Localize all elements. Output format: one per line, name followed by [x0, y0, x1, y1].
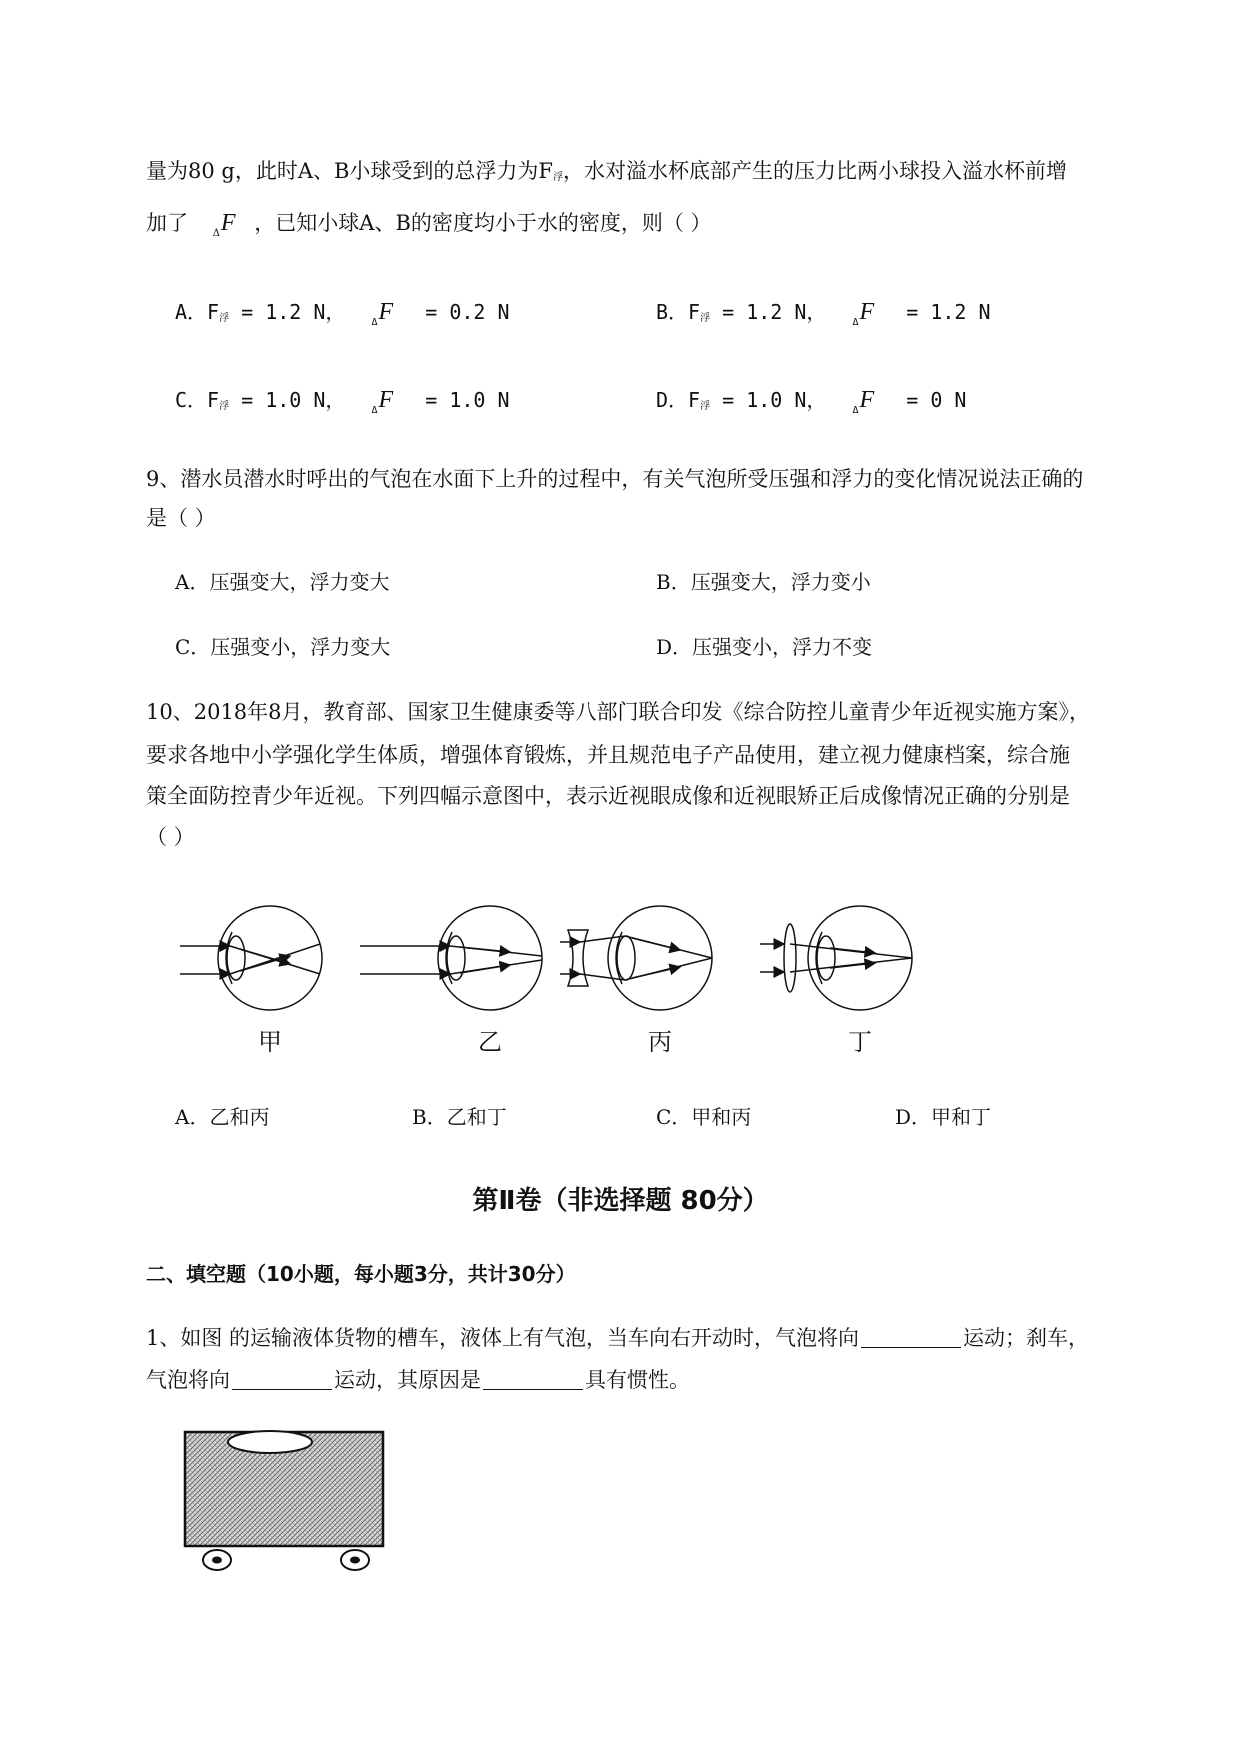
fill1-line-1: [146, 1323, 1089, 1353]
option-mid: = 1.2 N，: [241, 300, 346, 324]
fill1-blank-3[interactable]: [483, 1367, 583, 1390]
q8-option-b[interactable]: [656, 298, 991, 337]
option-prefix: A．F: [175, 300, 220, 324]
q10-option-d[interactable]: D．甲和丁: [895, 1105, 992, 1129]
option-value: = 0 N: [906, 388, 967, 412]
delta-symbol: Δ: [852, 405, 859, 416]
fill1-line1-text: 1、如图 的运输液体货物的槽车，液体上有气泡，当车向右开动时，气泡将向: [146, 1326, 860, 1350]
delta-symbol: Δ: [212, 228, 220, 239]
section-2-title: 二、填空题（10小题，每小题3分，共计30分）: [146, 1262, 576, 1286]
delta-symbol: Δ: [371, 317, 378, 328]
q10-option-c[interactable]: C．甲和丙: [656, 1105, 752, 1129]
eye-diagram-yi: [360, 906, 542, 1010]
diagram-label-yi: 乙: [478, 1028, 502, 1056]
q9-option-d[interactable]: D．压强变小，浮力不变: [656, 635, 873, 659]
option-value: = 0.2 N: [425, 300, 510, 324]
force-symbol: F: [378, 299, 394, 325]
eye-diagrams: [170, 890, 950, 1030]
force-symbol: F: [378, 387, 394, 413]
q9-option-c[interactable]: C．压强变小，浮力变大: [175, 635, 391, 659]
force-symbol: F: [220, 210, 236, 236]
q8-line2-start: 加了: [146, 211, 188, 235]
force-symbol: F: [859, 299, 875, 325]
option-subscript: 浮: [700, 401, 711, 412]
part-2-title: 第Ⅱ卷（非选择题 80分）: [472, 1186, 769, 1216]
tank-car-figure: [175, 1420, 395, 1580]
q10-line-3: 策全面防控青少年近视。下列四幅示意图中，表示近视眼成像和近视眼矫正后成像情况正确的分别是: [146, 784, 1070, 808]
air-bubble: [228, 1431, 312, 1453]
fill1-blank-2[interactable]: [232, 1367, 332, 1390]
q8-option-d[interactable]: [656, 386, 966, 425]
q10-option-b[interactable]: B．乙和丁: [412, 1105, 507, 1129]
delta-symbol: Δ: [852, 317, 859, 328]
force-symbol: F: [859, 387, 875, 413]
option-mid: = 1.2 N，: [722, 300, 827, 324]
wheel-left: [203, 1550, 231, 1570]
option-prefix: D．F: [656, 388, 701, 412]
option-subscript: 浮: [219, 313, 230, 324]
option-subscript: 浮: [219, 401, 230, 412]
q9-option-b[interactable]: B．压强变大，浮力变小: [656, 570, 871, 594]
option-prefix: C．F: [175, 388, 220, 412]
eye-diagram-bing: [560, 906, 712, 1010]
subscript-buoyancy: 浮: [553, 172, 564, 183]
option-prefix: B．F: [656, 300, 701, 324]
eye-diagram-jia: [180, 906, 322, 1010]
wheel-right: [341, 1550, 369, 1570]
diagram-label-jia: 甲: [258, 1028, 282, 1056]
q8-option-c[interactable]: [175, 386, 510, 425]
option-mid: = 1.0 N，: [722, 388, 827, 412]
fill1-blank-1[interactable]: [861, 1325, 961, 1348]
q9-line-1: 9、潜水员潜水时呼出的气泡在水面下上升的过程中，有关气泡所受压强和浮力的变化情况说法正确的: [146, 467, 1084, 491]
diagram-label-bing: 丙: [648, 1028, 672, 1056]
q8-option-a[interactable]: [175, 298, 510, 337]
fill1-line-2: [146, 1365, 690, 1395]
q8-line1-end: ，水对溢水杯底部产生的压力比两小球投入溢水杯前增: [563, 159, 1068, 183]
fill1-line2-mid: 运动，其原因是: [334, 1368, 481, 1392]
fill1-line2-text: 气泡将向: [146, 1368, 230, 1392]
q9-line-2: 是（ ）: [146, 506, 216, 530]
diagram-label-ding: 丁: [848, 1028, 872, 1056]
q10-line-1: 10、2018年8月，教育部、国家卫生健康委等八部门联合印发《综合防控儿童青少年近视实施方案》，: [146, 700, 1091, 724]
q8-line1-text: 量为80 g，此时A、B小球受到的总浮力为F: [146, 159, 554, 183]
fill1-line2-end: 具有惯性。: [585, 1368, 690, 1392]
delta-symbol: Δ: [371, 405, 378, 416]
q8-line-1: [146, 156, 1067, 193]
q8-line2-end: ，已知小球A、B的密度均小于水的密度，则（ ）: [254, 211, 712, 235]
fill1-line1-end: 运动；刹车，: [963, 1326, 1090, 1350]
option-value: = 1.0 N: [425, 388, 510, 412]
q9-option-a[interactable]: A．压强变大，浮力变大: [175, 570, 390, 594]
q10-line-2: 要求各地中小学强化学生体质，增强体育锻炼，并且规范电子产品使用，建立视力健康档案，综合施: [146, 743, 1070, 767]
option-value: = 1.2 N: [906, 300, 991, 324]
q10-line-4: （ ）: [146, 825, 195, 849]
option-mid: = 1.0 N，: [241, 388, 346, 412]
q10-option-a[interactable]: A．乙和丙: [175, 1105, 270, 1129]
q8-line-2: [146, 208, 712, 249]
eye-diagram-ding: [760, 906, 912, 1010]
option-subscript: 浮: [700, 313, 711, 324]
